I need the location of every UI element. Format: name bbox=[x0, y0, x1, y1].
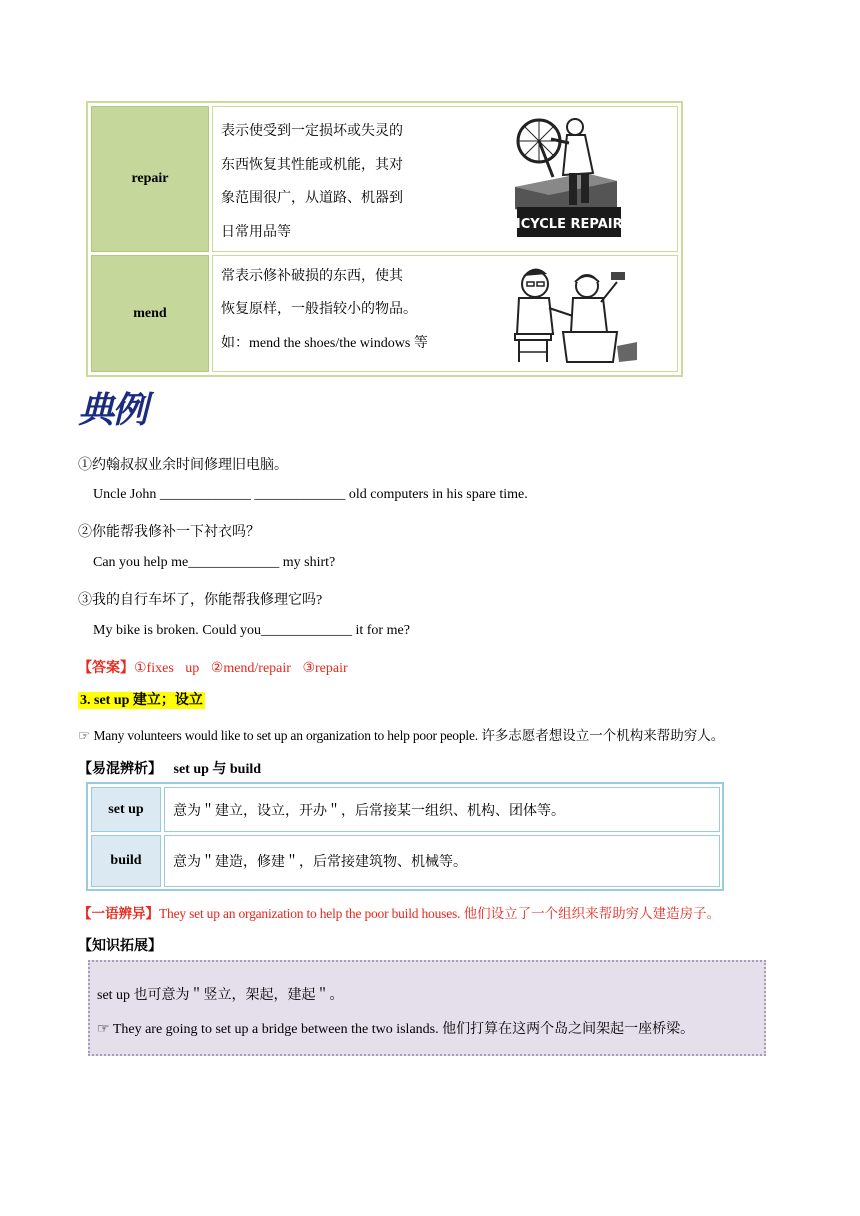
mend-label: mend bbox=[91, 255, 209, 372]
answer-line bbox=[78, 657, 348, 677]
extension-heading: 【知识拓展】 bbox=[78, 939, 162, 954]
example-sentence-zh: 许多志愿者想设立一个机构来帮助穷人。 bbox=[481, 728, 725, 743]
build-description: 意为＂建造，修建＂，后常接建筑物、机械等。 bbox=[164, 835, 720, 887]
bicycle-repairs-sign: BICYCLE REPAIRS bbox=[506, 217, 632, 232]
distinguish-en: They set up an organization to help the poor build houses. bbox=[159, 906, 461, 921]
example-sentence-en: Many volunteers would like to set up an organization to help poor people. bbox=[93, 728, 478, 743]
repair-description-cell bbox=[212, 106, 678, 252]
mend-line-3: 如：mend the shoes/the windows 等 bbox=[221, 336, 428, 351]
repair-line-4: 日常用品等 bbox=[221, 225, 291, 240]
confusion-title: set up 与 build bbox=[173, 762, 262, 777]
section-3-heading bbox=[78, 689, 205, 709]
mend-line-1: 常表示修补破损的东西，使其 bbox=[221, 269, 403, 284]
extension-box bbox=[88, 960, 766, 1056]
confusion-label: 【易混辨析】 bbox=[78, 762, 162, 777]
example-1-zh: ①约翰叔叔业余时间修理旧电脑。 bbox=[78, 458, 288, 473]
repair-line-1: 表示使受到一定损坏或失灵的 bbox=[221, 124, 403, 139]
section-3-heading-text: 3. set up 建立；设立 bbox=[80, 693, 203, 708]
mend-line-2: 恢复原样，一般指较小的物品。 bbox=[221, 302, 417, 317]
setup-label: set up bbox=[91, 787, 161, 832]
setup-build-table bbox=[86, 782, 724, 891]
repair-label: repair bbox=[91, 106, 209, 252]
extension-line-1: set up 也可意为＂竖立，架起，建起＂。 bbox=[97, 988, 344, 1003]
extension-example-en: They are going to set up a bridge between the two islands. bbox=[112, 1022, 439, 1037]
bicycle-repairs-illustration bbox=[506, 115, 632, 239]
repair-line-2: 东西恢复其性能或机能，其对 bbox=[221, 158, 403, 173]
example-2-en: Can you help me_____________ my shirt? bbox=[93, 555, 336, 570]
example-1-en: Uncle John _____________ _____________ old computers in his spare time. bbox=[93, 487, 528, 502]
repair-mend-table bbox=[86, 101, 683, 377]
pointing-hand-icon: ☞ bbox=[97, 1022, 110, 1037]
example-3-en: My bike is broken. Could you_____________ it for me? bbox=[93, 623, 410, 638]
distinguish-zh: 他们设立了一个组织来帮助穷人建造房子。 bbox=[463, 906, 721, 921]
mend-description-cell bbox=[212, 255, 678, 372]
example-logo-text: 典例 bbox=[78, 390, 147, 431]
setup-description: 意为＂建立，设立，开办＂，后常接某一组织、机构、团体等。 bbox=[164, 787, 720, 832]
pointing-hand-icon: ☞ bbox=[78, 728, 91, 743]
extension-example-zh: 他们打算在这两个岛之间架起一座桥梁。 bbox=[442, 1022, 695, 1037]
distinguish-line bbox=[78, 902, 720, 922]
answer-label: 【答案】 bbox=[78, 661, 134, 676]
repair-line-3: 象范围很广，从道路、机器到 bbox=[221, 191, 403, 206]
example-logo bbox=[78, 388, 162, 434]
example-3-zh: ③我的自行车坏了，你能帮我修理它吗? bbox=[78, 593, 323, 608]
build-label: build bbox=[91, 835, 161, 887]
distinguish-label: 【一语辨异】 bbox=[78, 906, 159, 921]
confusion-heading bbox=[78, 758, 261, 778]
example-2-zh: ②你能帮我修补一下衬衣吗？ bbox=[78, 525, 260, 540]
example-sentence bbox=[78, 724, 724, 744]
answer-text: ①fixes up ②mend/repair ③repair bbox=[134, 661, 348, 676]
extension-example bbox=[97, 1018, 694, 1038]
mending-illustration bbox=[513, 262, 639, 366]
